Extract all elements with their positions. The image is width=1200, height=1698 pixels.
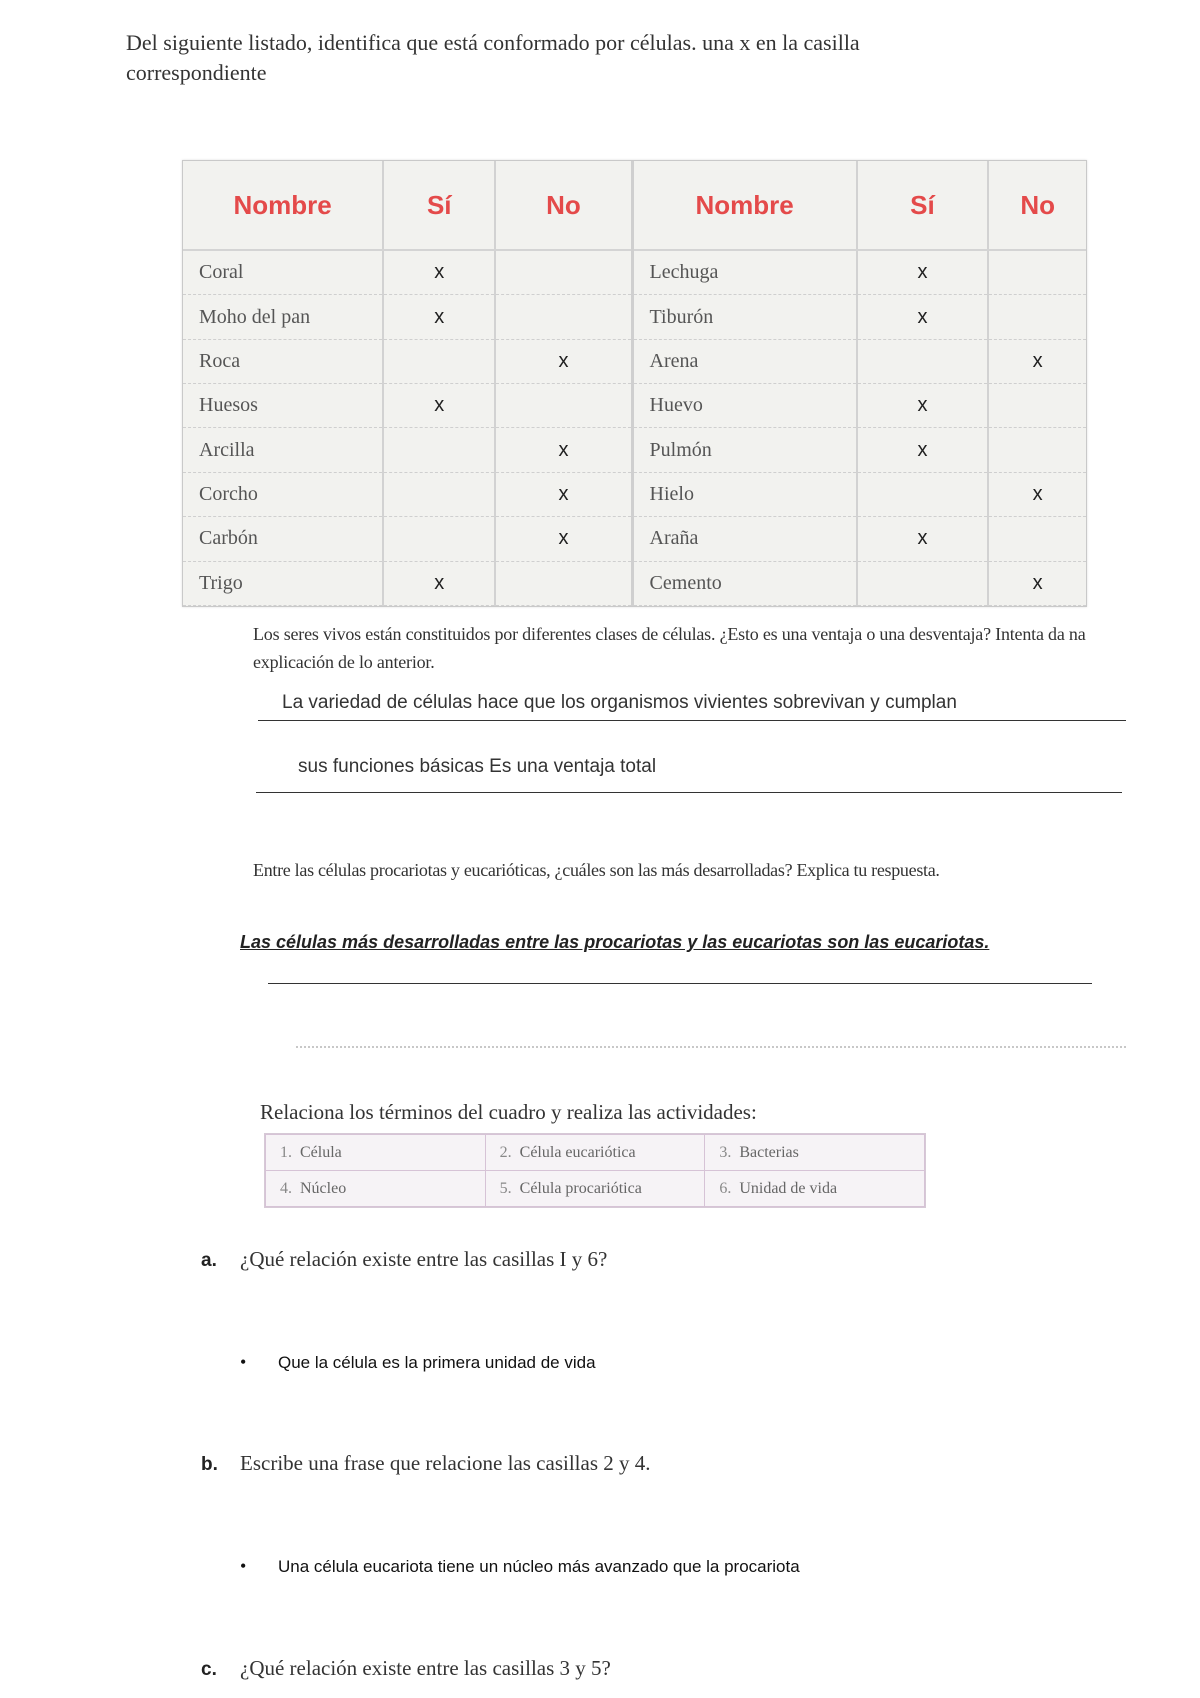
answer-b: Una célula eucariota tiene un núcleo más avanzado que la procariota (278, 1557, 800, 1576)
table-row (183, 250, 1086, 295)
term-cell (266, 1171, 486, 1207)
cell-no-mark: x (495, 472, 632, 516)
cell-name: Arcilla (183, 428, 383, 472)
cell-si-mark: x (383, 250, 495, 295)
answer-line-1: La variedad de células hace que los organismos vivientes sobrevivan y cumplan (282, 692, 957, 713)
bullet-icon: • (240, 1556, 247, 1576)
term-cell (485, 1135, 705, 1171)
cell-si-mark: x (857, 517, 989, 561)
term-label: Núcleo (300, 1179, 347, 1197)
cell-no-mark (988, 295, 1086, 339)
term-number: 6. (719, 1179, 732, 1197)
cell-no-mark: x (988, 561, 1086, 605)
header-si: Sí (383, 161, 495, 250)
term-label: Célula (300, 1143, 342, 1161)
cell-name: Carbón (183, 517, 383, 561)
term-number: 1. (280, 1143, 292, 1161)
cell-name: Tiburón (632, 295, 857, 339)
question-c-letter: c. (201, 1659, 217, 1680)
question-procariotas: Entre las células procariotas y eucarióticas, ¿cuáles son las más desarrolladas? Explica tu respuesta. (253, 860, 940, 880)
cell-si-mark (383, 472, 495, 516)
cell-name: Araña (632, 517, 857, 561)
terms-row (266, 1171, 925, 1207)
term-cell (485, 1171, 705, 1207)
answer-line-2: sus funciones básicas Es una ventaja total (298, 756, 657, 777)
answer-a: Que la célula es la primera unidad de vida (278, 1353, 596, 1372)
cell-name: Roca (183, 339, 383, 383)
term-label: Unidad de vida (739, 1179, 838, 1197)
table-row (183, 428, 1086, 472)
answer-underline (256, 792, 1122, 793)
cell-si-mark: x (383, 561, 495, 605)
table-row (183, 561, 1086, 605)
terms-table (264, 1133, 926, 1208)
cell-si-mark (383, 339, 495, 383)
cell-name: Arena (632, 339, 857, 383)
cell-no-mark: x (495, 339, 632, 383)
term-cell (705, 1135, 925, 1171)
dotted-divider (296, 1046, 1126, 1048)
cell-si-mark (857, 472, 989, 516)
cell-si-mark: x (383, 384, 495, 428)
term-label: Célula eucariótica (519, 1143, 636, 1161)
header-no: No (495, 161, 632, 250)
cell-name: Corcho (183, 472, 383, 516)
question-a-text: ¿Qué relación existe entre las casillas I y 6? (240, 1247, 608, 1271)
terms-row (266, 1135, 925, 1171)
question-b-text: Escribe una frase que relacione las casillas 2 y 4. (240, 1451, 651, 1475)
header-nombre: Nombre (183, 161, 383, 250)
header-nombre: Nombre (632, 161, 857, 250)
cell-no-mark: x (988, 339, 1086, 383)
table-row (183, 295, 1086, 339)
cell-name: Huesos (183, 384, 383, 428)
header-no: No (988, 161, 1086, 250)
bullet-icon: • (240, 1352, 247, 1372)
cell-no-mark: x (988, 472, 1086, 516)
cells-table (182, 160, 1087, 607)
term-cell (705, 1171, 925, 1207)
question-a-letter: a. (201, 1250, 217, 1271)
table-row (183, 339, 1086, 383)
cell-no-mark (495, 250, 632, 295)
cell-si-mark: x (857, 250, 989, 295)
relaciona-title: Relaciona los términos del cuadro y realiza las actividades: (260, 1100, 757, 1124)
cell-name: Trigo (183, 561, 383, 605)
question-ventaja: Los seres vivos están constituidos por diferentes clases de células. ¿Esto es una ventaja o una desventaja? Intenta da na explicación de lo anterior. (253, 624, 1086, 672)
instructions-text: Del siguiente listado, identifica que está conformado por células. una x en la casilla correspondiente (126, 30, 860, 85)
term-label: Célula procariótica (519, 1179, 642, 1197)
cell-no-mark (495, 295, 632, 339)
cell-si-mark: x (383, 295, 495, 339)
cell-si-mark: x (857, 295, 989, 339)
cell-no-mark (988, 428, 1086, 472)
term-number: 2. (499, 1143, 512, 1161)
cell-name: Coral (183, 250, 383, 295)
cell-no-mark (988, 250, 1086, 295)
cell-name: Huevo (632, 384, 857, 428)
cell-si-mark (857, 339, 989, 383)
cell-name: Lechuga (632, 250, 857, 295)
term-cell (266, 1135, 486, 1171)
cell-name: Pulmón (632, 428, 857, 472)
cell-no-mark (988, 384, 1086, 428)
cell-si-mark (383, 428, 495, 472)
table-row (183, 472, 1086, 516)
header-si: Sí (857, 161, 989, 250)
cell-si-mark: x (857, 384, 989, 428)
term-label: Bacterias (739, 1143, 799, 1161)
table-row (183, 517, 1086, 561)
cell-si-mark (383, 517, 495, 561)
term-number: 3. (719, 1143, 732, 1161)
table-header-row (183, 161, 1086, 250)
question-b-letter: b. (201, 1454, 218, 1475)
cell-no-mark (495, 384, 632, 428)
question-c-text: ¿Qué relación existe entre las casillas 3 y 5? (240, 1656, 611, 1680)
term-number: 5. (499, 1179, 512, 1197)
term-number: 4. (280, 1179, 292, 1197)
cell-si-mark (857, 561, 989, 605)
answer-procariotas: Las células más desarrolladas entre las procariotas y las eucariotas son las eucariotas. (240, 932, 990, 952)
table-row (183, 384, 1086, 428)
cell-name: Hielo (632, 472, 857, 516)
cell-no-mark (988, 517, 1086, 561)
cell-name: Moho del pan (183, 295, 383, 339)
cell-name: Cemento (632, 561, 857, 605)
cell-no-mark (495, 561, 632, 605)
answer-underline (268, 983, 1092, 984)
cell-no-mark: x (495, 517, 632, 561)
cell-si-mark: x (857, 428, 989, 472)
answer-underline (258, 720, 1126, 721)
cell-no-mark: x (495, 428, 632, 472)
